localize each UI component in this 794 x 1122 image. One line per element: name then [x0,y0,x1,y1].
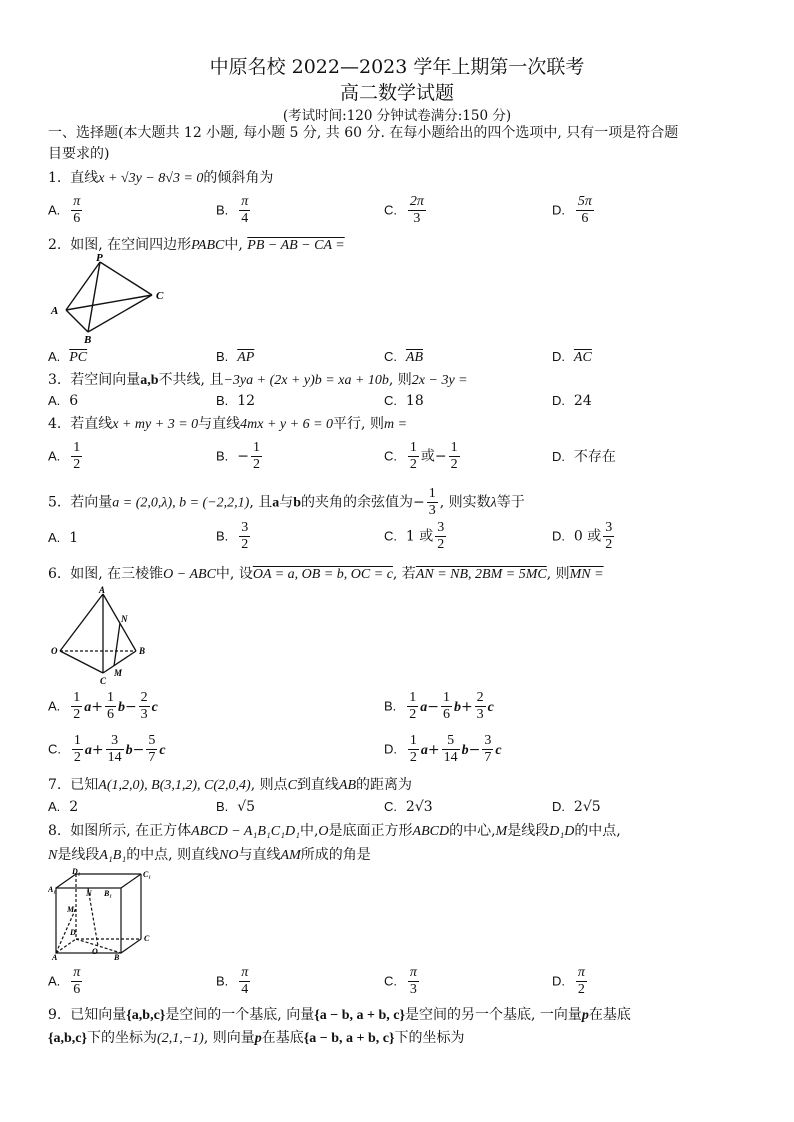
q3-option-b[interactable]: B. 12 [216,393,256,409]
coefficient-fraction: $\frac{1}{2}$ [409,733,417,765]
label-a: A [99,585,106,595]
q3-option-c[interactable]: C. 18 [384,393,424,409]
label-m: M [114,668,123,678]
coefficient-fraction: $\frac{1}{2}$ [73,690,81,722]
section-instructions-line1: 一、选择题(本大题共 12 小题, 每小题 5 分, 共 60 分. 在每小题给出的四个选项中, 只有一项是符合题 [48,125,679,141]
label-o: O [51,646,58,656]
q5-option-b[interactable]: B. $\frac{3}{2}$ [216,520,249,552]
exam-title: 中原名校 2022—2023 学年上期第一次联考 [209,56,585,78]
q2-option-a[interactable]: A. $\overline{PC}$ [48,349,88,365]
question-9-stem-line2: {a,b,c}下的坐标为(2,1,−1), 则向量p在基底{a − b, a + b, c}下的坐标为 [48,1030,465,1046]
operator: + [427,741,440,758]
coefficient-fraction: $\frac{3}{7}$ [484,733,492,765]
question-6-stem: 6. 如图, 在三棱锥O − ABC中, 设OA = a, OB = b, OC = c, 若AN = NB, 2BM = 5MC, 则MN = [48,566,604,582]
vector-symbol: c [495,742,502,758]
vector-symbol: b [117,699,125,715]
coefficient-fraction: $\frac{5}{7}$ [148,733,156,765]
q8-option-c[interactable]: C. $\frac{\pi}{3}$ [384,965,417,997]
q7-option-c[interactable]: C. 2√3 [384,799,433,815]
label-a: A [51,305,59,317]
label-b1: B₁ [104,889,113,898]
pyramid-figure [50,585,160,685]
q2-option-c[interactable]: C. $\overline{AB}$ [384,349,424,365]
q1-option-d[interactable]: D. $\frac{5\pi}{6}$ [552,194,592,226]
q7-option-d[interactable]: D. 2√5 [552,799,601,815]
q4-option-a[interactable]: A. $\frac{1}{2}$ [48,440,81,472]
question-5-stem: 5. 若向量a = (2,0,λ), b = (−2,2,1), 且a与b的夹角的余弦值为− $\frac{1}{3}$ , 则实数λ等于 [48,486,525,518]
label-o: O [92,947,98,956]
label-d: D [70,928,76,937]
question-1-stem: 1. 直线x + √3y − 8√3 = 0的倾斜角为 [48,170,274,186]
q8-option-b[interactable]: B. $\frac{\pi}{4}$ [216,965,249,997]
question-7-stem: 7. 已知A(1,2,0), B(3,1,2), C(2,0,4), 则点C到直线AB的距离为 [48,777,413,793]
question-8-stem-line1: 8. 如图所示, 在正方体ABCD − A₁B₁C₁D₁中,O是底面正方形ABCD的中心,M是线段D₁D的中点, [48,823,621,839]
label-b: B [84,334,92,344]
label-c: C [144,934,150,943]
q6-option-d[interactable]: D. $\frac{1}{2}$ a+ $\frac{5}{14}$ b− $\frac{3}{7}$ c [384,733,502,765]
coefficient-fraction: $\frac{5}{14}$ [443,733,458,765]
coefficient-fraction: $\frac{1}{6}$ [442,690,450,722]
coefficient-fraction: $\frac{2}{3}$ [140,690,148,722]
q5-option-d[interactable]: D. 0 或 $\frac{3}{2}$ [552,520,613,552]
question-9-stem-line1: 9. 已知向量{a,b,c}是空间的一个基底, 向量{a − b, a + b, c}是空间的另一个基底, 一向量p在基底 [48,1007,631,1023]
coefficient-fraction: $\frac{3}{14}$ [107,733,122,765]
q4-option-c[interactable]: C. $\frac{1}{2}$ 或− $\frac{1}{2}$ [384,440,458,472]
q5-option-c[interactable]: C. 1 或 $\frac{3}{2}$ [384,520,445,552]
label-a1: A₁ [48,885,57,894]
vector-symbol: a [84,742,92,758]
label-b: B [114,953,120,960]
q7-option-b[interactable]: B. √5 [216,799,256,815]
q6-option-b[interactable]: B. $\frac{1}{2}$ a− $\frac{1}{6}$ b+ $\frac{2}{3}$ c [384,690,494,722]
q8-option-a[interactable]: A. $\frac{\pi}{6}$ [48,965,81,997]
operator: − [468,741,481,758]
q1-option-b[interactable]: B. $\frac{\pi}{4}$ [216,194,249,226]
question-number: 1. [48,170,62,186]
operator: − [132,741,145,758]
question-3-stem: 3. 若空间向量a,b不共线, 且−3ya + (2x + y)b = xa + 10b, 则2x − 3y = [48,372,468,388]
vector-symbol: a [420,699,428,715]
vector-symbol: c [159,742,166,758]
q2-option-d[interactable]: D. $\overline{AC}$ [552,349,592,365]
q8-option-d[interactable]: D. $\frac{\pi}{2}$ [552,965,585,997]
label-n: N [86,889,92,898]
q7-option-a[interactable]: A. 2 [48,799,79,815]
operator: + [91,698,103,715]
label-d1: D₁ [72,868,81,876]
exam-info: (考试时间:120 分钟试卷满分:150 分) [282,108,512,124]
coefficient-fraction: $\frac{2}{3}$ [476,690,484,722]
label-c1: C₁ [143,870,152,879]
question-4-stem: 4. 若直线x + my + 3 = 0与直线4mx + y + 6 = 0平行, 则m = [48,416,408,432]
q6-option-a[interactable]: A. $\frac{1}{2}$ a+ $\frac{1}{6}$ b− $\frac{2}{3}$ c [48,690,158,722]
coefficient-fraction: $\frac{1}{2}$ [409,690,417,722]
vector-symbol: a [84,699,92,715]
operator: + [460,698,473,715]
label-a: A [52,953,58,960]
coefficient-fraction: $\frac{1}{2}$ [73,733,81,765]
vector-symbol: a [420,742,428,758]
label-c: C [156,290,164,302]
vector-symbol: b [461,742,469,758]
operator: + [91,741,104,758]
operator: − [427,698,439,715]
label-m: M [67,905,75,914]
label-c: C [100,676,107,685]
q1-option-c[interactable]: C. $\frac{2\pi}{3}$ [384,194,424,226]
q3-option-d[interactable]: D. 24 [552,393,592,409]
label-n: N [121,614,128,624]
vector-symbol: b [125,742,133,758]
label-b: B [139,646,146,656]
label-p: P [96,252,103,264]
vector-symbol: b [453,699,461,715]
cube-figure [48,868,158,960]
question-2-stem: 2. 如图, 在空间四边形PABC中, PB − AB − CA = [48,237,345,253]
q4-option-d[interactable]: D. 不存在 [552,449,616,465]
q1-option-a[interactable]: A. $\frac{\pi}{6}$ [48,194,81,226]
q6-option-c[interactable]: C. $\frac{1}{2}$ a+ $\frac{3}{14}$ b− $\frac{5}{7}$ c [48,733,166,765]
q4-option-b[interactable]: B. − $\frac{1}{2}$ [216,440,260,472]
q3-option-a[interactable]: A. 6 [48,393,79,409]
q5-option-a[interactable]: A. 1 [48,530,79,546]
exam-subtitle: 高二数学试题 [339,82,454,104]
coefficient-fraction: $\frac{1}{6}$ [106,690,114,722]
operator: − [124,698,137,715]
question-8-stem-line2: N是线段A₁B₁的中点, 则直线NO与直线AM所成的角是 [48,847,371,863]
q2-option-b[interactable]: B. $\overline{AP}$ [216,349,255,365]
vector-symbol: c [487,699,494,715]
tetrahedron-figure [48,252,178,344]
vector-symbol: c [151,699,158,715]
section-instructions-line2: 目要求的) [48,146,110,162]
